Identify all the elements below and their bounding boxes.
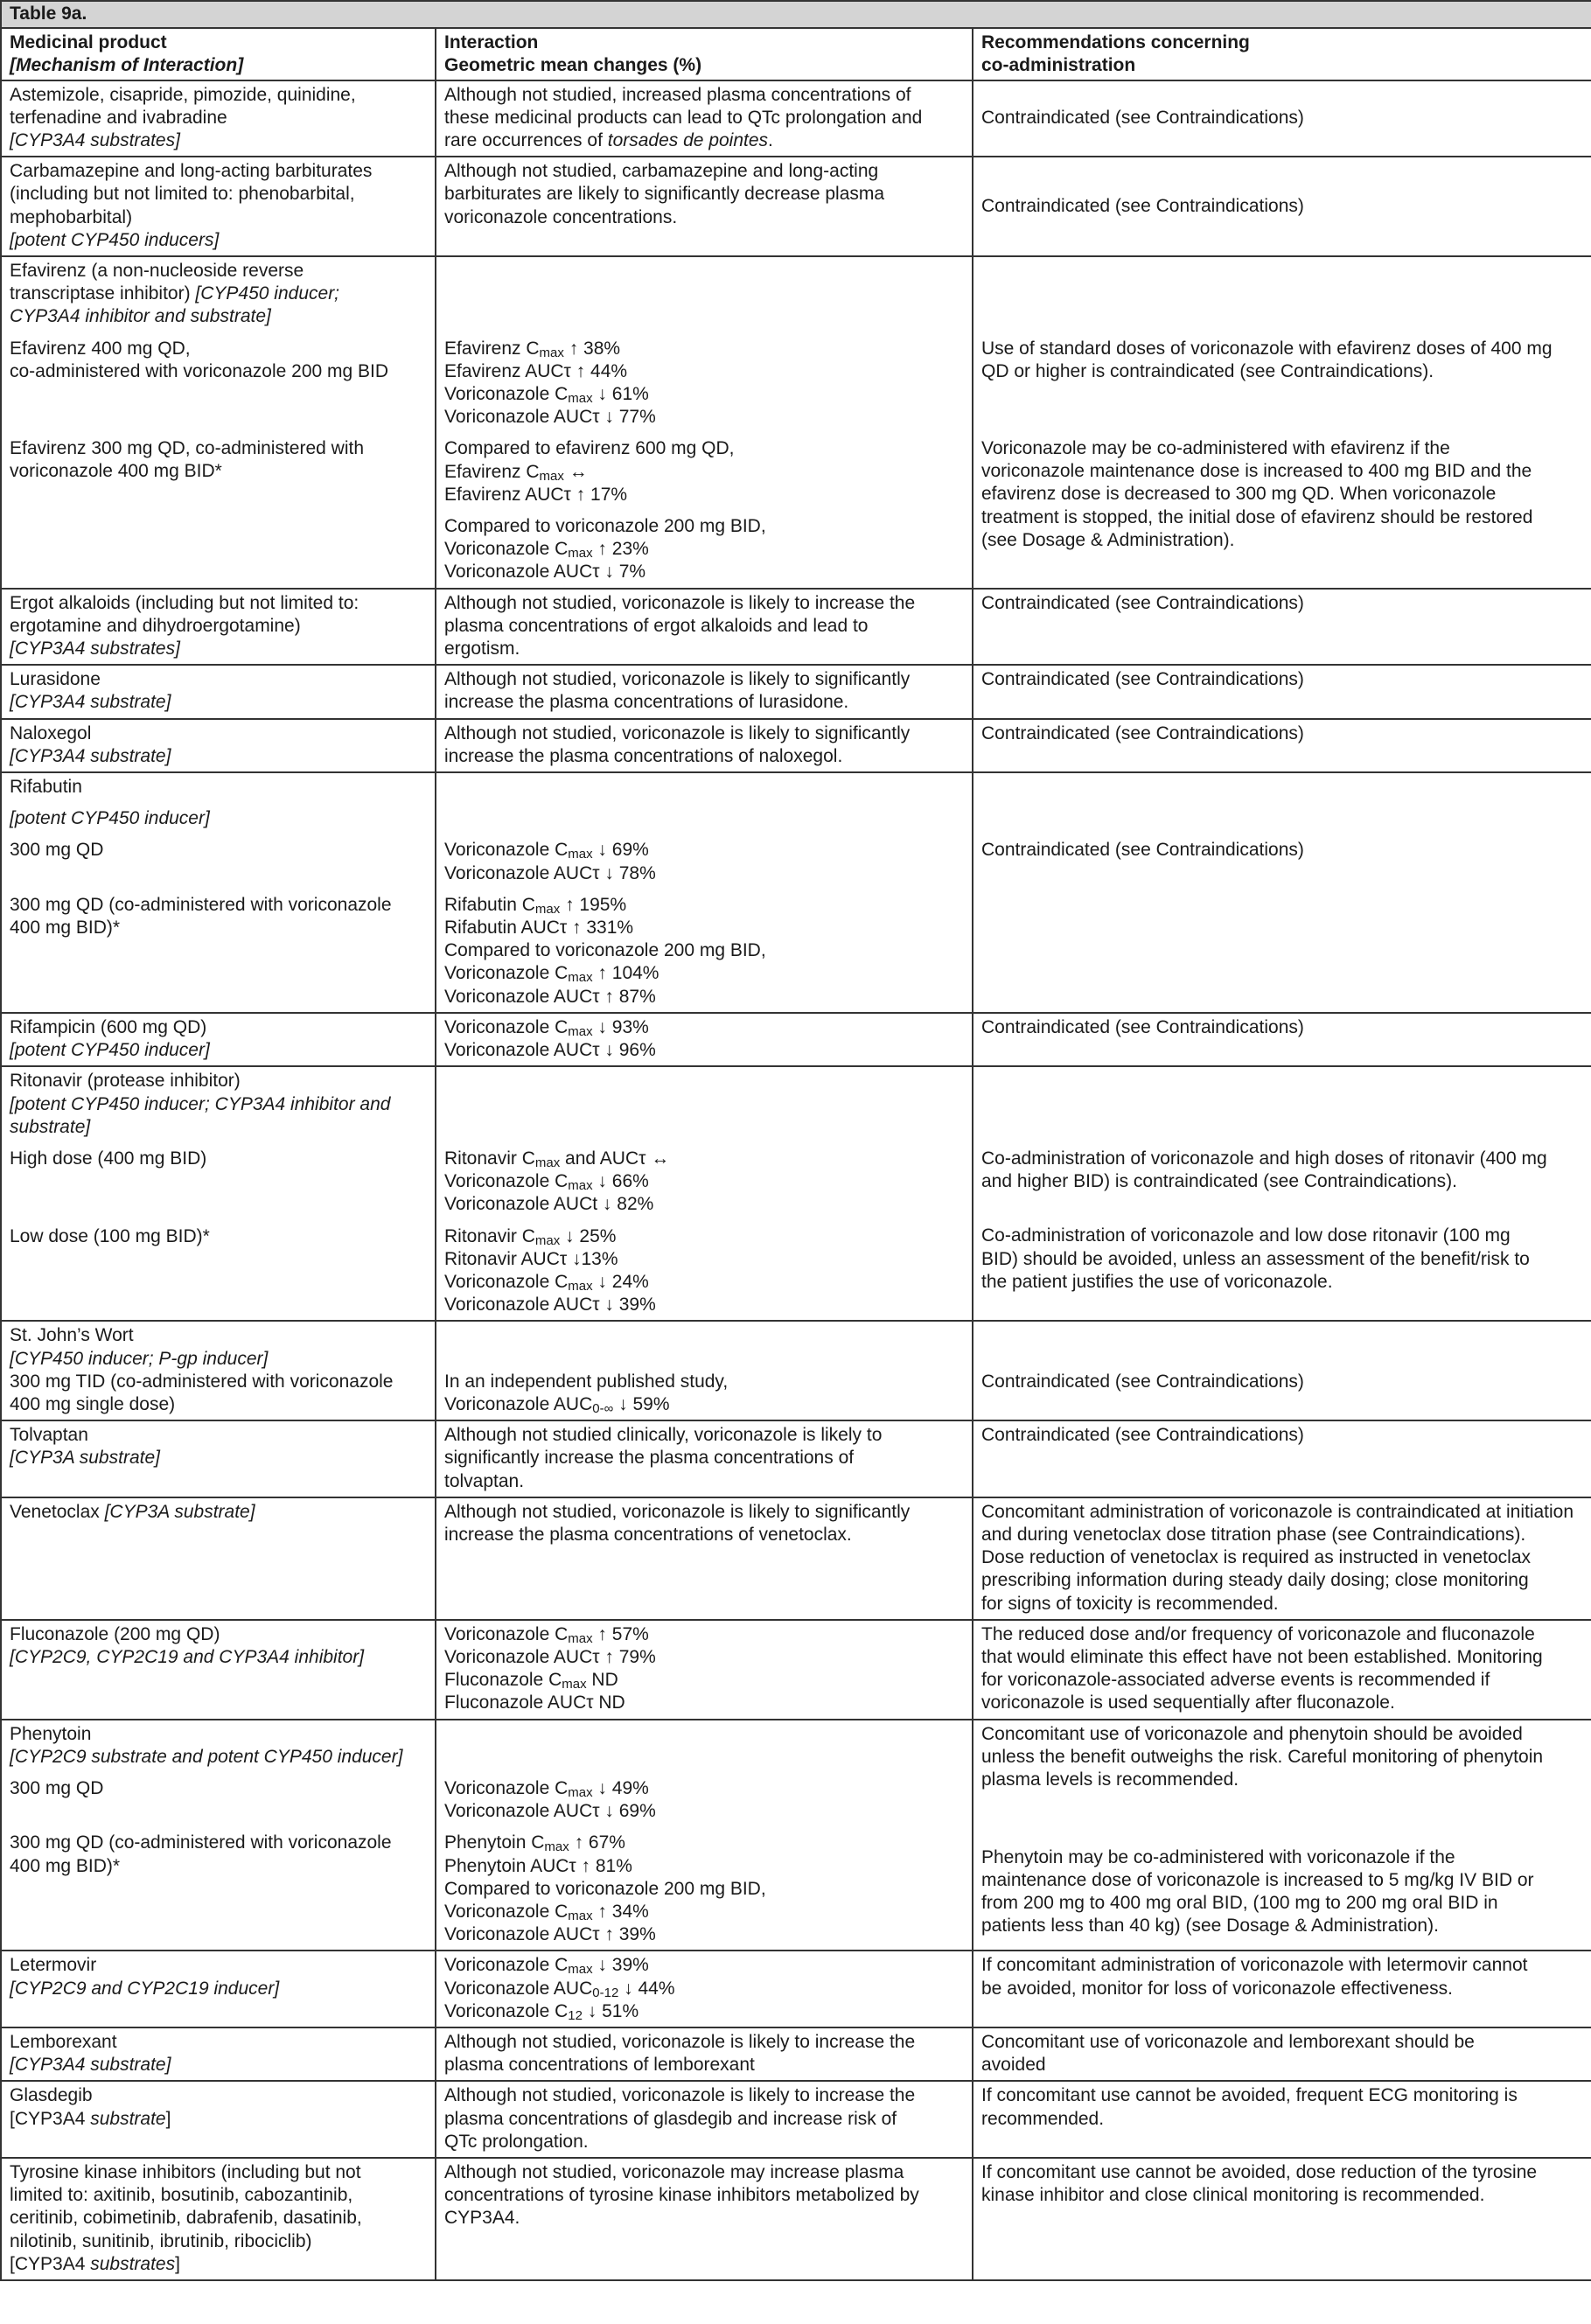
interaction-cell: Efavirenz $C_{max}$ ↑ 38% Efavirenz AUCτ ↑ 44% Voriconazole $C_{max}$ ↓ 61% Voriconazole AUCτ ↓ 77% Compared to efavirenz 600 mg QD, Efavirenz $C_{max}$ ↔ Efavirenz AUCτ ↑ 17% Compared to voriconazole 200 mg BID, Voriconazole $C_{max}$ ↑ 23% Voriconazole AUCτ ↓ 7% [436, 256, 973, 589]
product-cell: Tyrosine kinase inhibitors (including but not limited to: axitinib, bosutinib, cabozantinib, ceritinib, cobimetinib, dabrafenib, dasatinib, nilotinib, sunitinib, ibrutinib, ribociclib) [CYP3A4 substrates] [1, 2158, 436, 2280]
interaction-cell: Although not studied, voriconazole is likely to significantly increase the plasma concentrations of naloxegol. [436, 719, 973, 772]
product-cell: Rifabutin [potent CYP450 inducer] 300 mg QD 300 mg QD (co-administered with voriconazole 400 mg BID)* [1, 772, 436, 1013]
interaction-cell: Voriconazole $C_{max}$ ↓ 39% Voriconazole $AUC_{0-12}$ ↓ 44% Voriconazole $C_{12}$ ↓ 51% [436, 1951, 973, 2027]
recommendation-cell: If concomitant use cannot be avoided, frequent ECG monitoring is recommended. [973, 2081, 1591, 2158]
table-row [1, 80, 1591, 157]
recommendation-cell: Contraindicated (see Contraindications) [973, 1013, 1591, 1066]
product-cell: Astemizole, cisapride, pimozide, quinidine, terfenadine and ivabradine [CYP3A4 substrates] [1, 80, 436, 157]
recommendation-cell: Contraindicated (see Contraindications) [973, 1420, 1591, 1497]
table-row [1, 1497, 1591, 1620]
product-cell: Letermovir [CYP2C9 and CYP2C19 inducer] [1, 1951, 436, 2027]
product-cell: Fluconazole (200 mg QD) [CYP2C9, CYP2C19 and CYP3A4 inhibitor] [1, 1620, 436, 1720]
recommendation-cell: Contraindicated (see Contraindications) [973, 1321, 1591, 1420]
table-row [1, 1321, 1591, 1420]
product-cell: Tolvaptan [CYP3A substrate] [1, 1420, 436, 1497]
product-cell: Glasdegib [CYP3A4 substrate] [1, 2081, 436, 2158]
table-row [1, 1420, 1591, 1497]
table-row [1, 665, 1591, 718]
table-row [1, 589, 1591, 666]
interaction-cell: Voriconazole $C_{max}$ ↓ 93% Voriconazole AUCτ ↓ 96% [436, 1013, 973, 1066]
table-row [1, 1951, 1591, 2027]
header-product: Medicinal product [Mechanism of Interaction] [1, 28, 436, 80]
table-row [1, 1720, 1591, 1951]
product-cell: Efavirenz (a non-nucleoside reverse transcriptase inhibitor) [CYP450 inducer; CYP3A4 inhibitor and substrate] Efavirenz 400 mg QD, co-administered with voriconazole 200 mg BID Efavirenz 300 mg QD, co-administered with voriconazole 400 mg BID* [1, 256, 436, 589]
product-cell: Phenytoin [CYP2C9 substrate and potent CYP450 inducer] 300 mg QD 300 mg QD (co-administered with voriconazole 400 mg BID)* [1, 1720, 436, 1951]
product-cell: Lurasidone [CYP3A4 substrate] [1, 665, 436, 718]
interaction-cell: Although not studied, voriconazole is likely to increase the plasma concentrations of ergot alkaloids and lead to ergotism. [436, 589, 973, 666]
recommendation-cell: Contraindicated (see Contraindications) [973, 157, 1591, 256]
product-cell: Ergot alkaloids (including but not limited to: ergotamine and dihydroergotamine) [CYP3A4 substrates] [1, 589, 436, 666]
table-title: Table 9a. [1, 1, 1591, 28]
header-recommendation: Recommendations concerning co-administration [973, 28, 1591, 80]
recommendation-cell: Contraindicated (see Contraindications) [973, 772, 1591, 1013]
table-title-row [1, 1, 1591, 28]
interaction-cell: Voriconazole $C_{max}$ ↑ 57% Voriconazole AUCτ ↑ 79% Fluconazole $C_{max}$ ND Fluconazole AUCτ ND [436, 1620, 973, 1720]
recommendation-cell: Concomitant administration of voriconazole is contraindicated at initiation and during venetoclax dose titration phase (see Contraindications). Dose reduction of venetoclax is required as instructed in venetoclax prescribing information during steady daily dosing; close monitoring for signs of toxicity is recommended. [973, 1497, 1591, 1620]
header-row [1, 28, 1591, 80]
interaction-cell: Although not studied, voriconazole is likely to increase the plasma concentrations of glasdegib and increase risk of QTc prolongation. [436, 2081, 973, 2158]
recommendation-cell: Contraindicated (see Contraindications) [973, 589, 1591, 666]
product-cell: Lemborexant [CYP3A4 substrate] [1, 2027, 436, 2081]
recommendation-cell: Concomitant use of voriconazole and lemborexant should be avoided [973, 2027, 1591, 2081]
recommendation-cell: Contraindicated (see Contraindications) [973, 719, 1591, 772]
table-row [1, 2081, 1591, 2158]
recommendation-cell: Co-administration of voriconazole and high doses of ritonavir (400 mg and higher BID) is contraindicated (see Contraindications). Co-administration of voriconazole and low dose ritonavir (100 mg BID) should be avoided, unless an assessment of the benefit/risk to the patient justifies the use of voriconazole. [973, 1066, 1591, 1321]
product-cell: Rifampicin (600 mg QD) [potent CYP450 inducer] [1, 1013, 436, 1066]
table-row [1, 2158, 1591, 2280]
interaction-cell: Although not studied, voriconazole may increase plasma concentrations of tyrosine kinase inhibitors metabolized by CYP3A4. [436, 2158, 973, 2280]
interaction-cell: Although not studied, carbamazepine and long-acting barbiturates are likely to significantly decrease plasma voriconazole concentrations. [436, 157, 973, 256]
table-row [1, 1013, 1591, 1066]
interaction-cell: Although not studied, increased plasma concentrations of these medicinal products can lead to QTc prolongation and rare occurrences of torsades de pointes. [436, 80, 973, 157]
recommendation-cell: If concomitant use cannot be avoided, dose reduction of the tyrosine kinase inhibitor and close clinical monitoring is recommended. [973, 2158, 1591, 2280]
table-row [1, 157, 1591, 256]
product-cell: Naloxegol [CYP3A4 substrate] [1, 719, 436, 772]
header-interaction: Interaction Geometric mean changes (%) [436, 28, 973, 80]
product-cell: Ritonavir (protease inhibitor) [potent CYP450 inducer; CYP3A4 inhibitor and substrate] High dose (400 mg BID) Low dose (100 mg BID)* [1, 1066, 436, 1321]
product-cell: Carbamazepine and long-acting barbiturates (including but not limited to: phenobarbital, mephobarbital) [potent CYP450 inducers] [1, 157, 436, 256]
interaction-cell: Ritonavir $C_{max}$ and AUCτ ↔ Voriconazole $C_{max}$ ↓ 66% Voriconazole AUCt ↓ 82% Ritonavir $C_{max}$ ↓ 25% Ritonavir AUCτ ↓13% Voriconazole $C_{max}$ ↓ 24% Voriconazole AUCτ ↓ 39% [436, 1066, 973, 1321]
recommendation-cell: Contraindicated (see Contraindications) [973, 665, 1591, 718]
interaction-cell: Although not studied, voriconazole is likely to increase the plasma concentrations of lemborexant [436, 2027, 973, 2081]
recommendation-cell: Use of standard doses of voriconazole with efavirenz doses of 400 mg QD or higher is contraindicated (see Contraindications). Voriconazole may be co-administered with efavirenz if the voriconazole maintenance dose is increased to 400 mg BID and the efavirenz dose is decreased to 300 mg QD. When voriconazole treatment is stopped, the initial dose of efavirenz should be restored (see Dosage & Administration). [973, 256, 1591, 589]
recommendation-cell: If concomitant administration of voriconazole with letermovir cannot be avoided, monitor for loss of voriconazole effectiveness. [973, 1951, 1591, 2027]
table-row [1, 1620, 1591, 1720]
table-row [1, 772, 1591, 1013]
interaction-cell: In an independent published study, Voriconazole $AUC_{0-\infty}$ ↓ 59% [436, 1321, 973, 1420]
table-row [1, 1066, 1591, 1321]
interaction-cell: Although not studied, voriconazole is likely to significantly increase the plasma concentrations of lurasidone. [436, 665, 973, 718]
interaction-cell: Voriconazole $C_{max}$ ↓ 49% Voriconazole AUCτ ↓ 69% Phenytoin $C_{max}$ ↑ 67% Phenytoin AUCτ ↑ 81% Compared to voriconazole 200 mg BID, Voriconazole $C_{max}$ ↑ 34% Voriconazole AUCτ ↑ 39% [436, 1720, 973, 1951]
interaction-cell: Voriconazole $C_{max}$ ↓ 69% Voriconazole AUCτ ↓ 78% Rifabutin $C_{max}$ ↑ 195% Rifabutin AUCτ ↑ 331% Compared to voriconazole 200 mg BID, Voriconazole $C_{max}$ ↑ 104% Voriconazole AUCτ ↑ 87% [436, 772, 973, 1013]
interaction-cell: Although not studied clinically, voriconazole is likely to significantly increase the plasma concentrations of tolvaptan. [436, 1420, 973, 1497]
table-row [1, 2027, 1591, 2081]
product-cell: St. John’s Wort [CYP450 inducer; P-gp inducer] 300 mg TID (co-administered with voriconazole 400 mg single dose) [1, 1321, 436, 1420]
table-row [1, 256, 1591, 589]
product-cell: Venetoclax [CYP3A substrate] [1, 1497, 436, 1620]
interaction-cell: Although not studied, voriconazole is likely to significantly increase the plasma concentrations of venetoclax. [436, 1497, 973, 1620]
recommendation-cell: Concomitant use of voriconazole and phenytoin should be avoided unless the benefit outweighs the risk. Careful monitoring of phenytoin plasma levels is recommended. Phenytoin may be co-administered with voriconazole if the maintenance dose of voriconazole is increased to 5 mg/kg IV BID or from 200 mg to 400 mg oral BID, (100 mg to 200 mg oral BID in patients less than 40 kg) (see Dosage & Administration). [973, 1720, 1591, 1951]
table-row [1, 719, 1591, 772]
recommendation-cell: The reduced dose and/or frequency of voriconazole and fluconazole that would eliminate this effect have not been established. Monitoring for voriconazole-associated adverse events is recommended if voriconazole is used sequentially after fluconazole. [973, 1620, 1591, 1720]
recommendation-cell: Contraindicated (see Contraindications) [973, 80, 1591, 157]
